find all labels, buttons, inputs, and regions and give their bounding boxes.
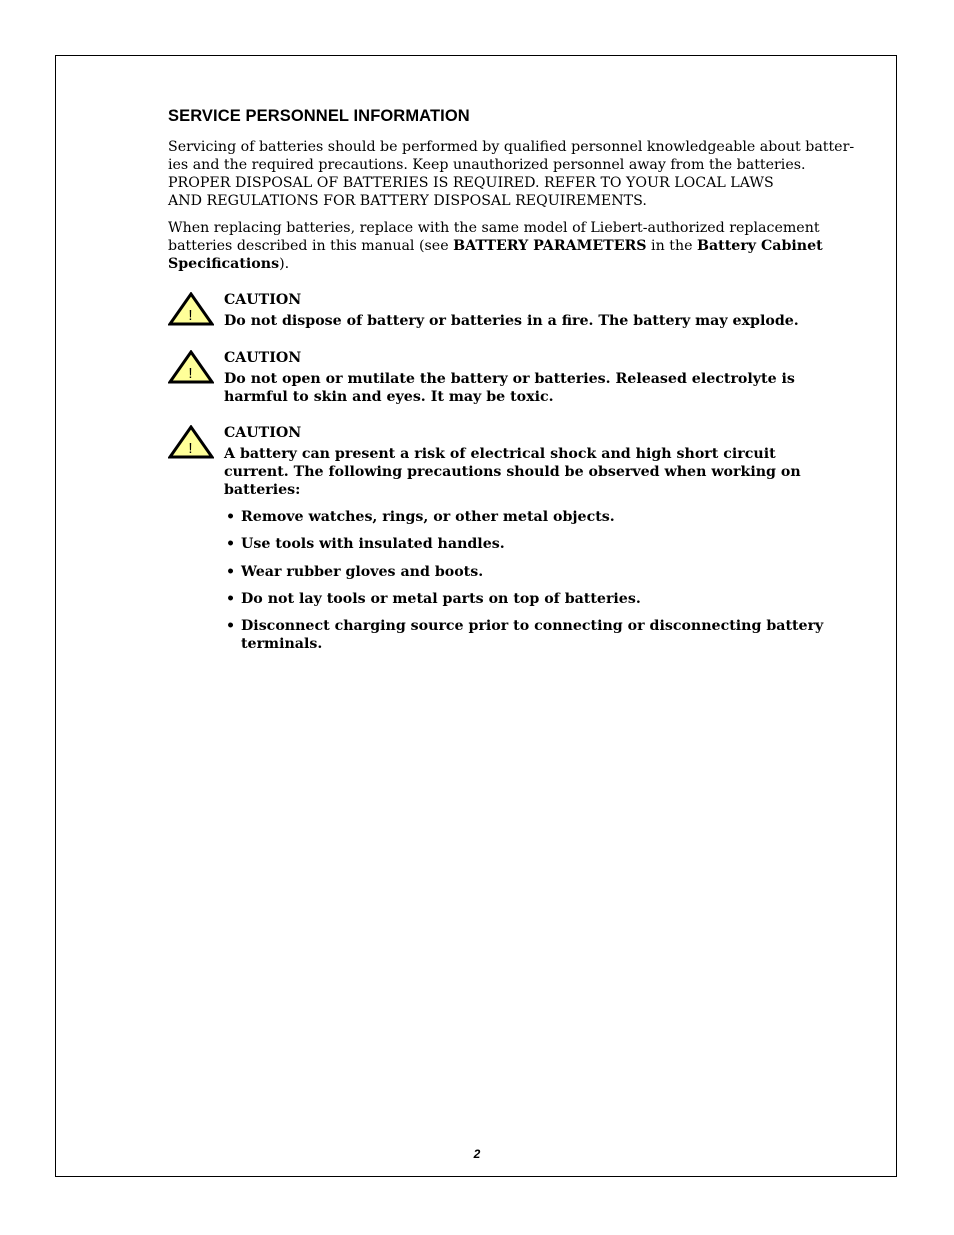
- svg-text:!: !: [188, 307, 193, 324]
- section-heading: SERVICE PERSONNEL INFORMATION: [168, 107, 470, 125]
- list-item: [225, 508, 845, 526]
- svg-text:!: !: [188, 365, 193, 382]
- caution-title: CAUTION: [224, 350, 302, 366]
- caution-body: [224, 349, 844, 406]
- caution-body: [224, 291, 844, 330]
- list-item-text: terminals.: [241, 636, 323, 653]
- paragraph-text: in the: [646, 238, 697, 254]
- list-item: [225, 535, 845, 553]
- bullet-icon: •: [226, 590, 236, 607]
- paragraph-line: [168, 237, 848, 255]
- list-item: [225, 563, 845, 581]
- list-item-text: Disconnect charging source prior to connecting or disconnecting battery: [241, 618, 824, 635]
- caution-line: harmful to skin and eyes. It may be toxic.: [224, 389, 554, 405]
- caution-line: Do not dispose of battery or batteries in a fire. The battery may explode.: [224, 313, 799, 329]
- caution-line: Do not open or mutilate the battery or batteries. Released electrolyte is: [224, 371, 795, 387]
- warning-triangle-icon: [168, 350, 214, 384]
- caution-title: CAUTION: [224, 425, 302, 441]
- bullet-icon: •: [226, 563, 236, 580]
- caution-text: [224, 445, 844, 499]
- battery-cabinet-reference: Battery Cabinet: [697, 238, 823, 254]
- list-item: [225, 617, 845, 653]
- paragraph-line: When replacing batteries, replace with the same model of Liebert-authorized replacement: [168, 220, 820, 236]
- warning-triangle-icon: [168, 425, 214, 459]
- caution-line: batteries:: [224, 482, 301, 498]
- specifications-reference: Specifications: [168, 256, 280, 272]
- bullet-icon: •: [226, 618, 236, 635]
- caution-line: A battery can present a risk of electrical shock and high short circuit: [224, 446, 776, 462]
- bullet-icon: •: [226, 509, 236, 525]
- caution-title: CAUTION: [224, 292, 302, 308]
- list-item: [225, 590, 845, 608]
- paragraph-line: PROPER DISPOSAL OF BATTERIES IS REQUIRED. REFER TO YOUR LOCAL LAWS: [168, 175, 774, 191]
- paragraph-line: ies and the required precautions. Keep unauthorized personnel away from the batteries.: [168, 157, 806, 173]
- caution-text: [224, 370, 844, 406]
- list-item-text: Remove watches, rings, or other metal objects.: [241, 509, 615, 525]
- caution-text: [224, 312, 844, 330]
- page-number: 2: [473, 1147, 481, 1161]
- paragraph-text: ).: [279, 256, 290, 272]
- battery-parameters-reference: BATTERY PARAMETERS: [453, 238, 647, 254]
- warning-triangle-icon: [168, 292, 214, 326]
- paragraph-line: AND REGULATIONS FOR BATTERY DISPOSAL REQUIREMENTS.: [168, 193, 647, 209]
- paragraph-line: [168, 255, 848, 273]
- service-paragraph: [168, 138, 855, 210]
- svg-text:!: !: [188, 440, 193, 457]
- replacement-paragraph: [168, 219, 848, 273]
- list-item-text: Do not lay tools or metal parts on top of batteries.: [241, 590, 641, 607]
- caution-body: [224, 424, 844, 499]
- list-item-text: Use tools with insulated handles.: [241, 536, 505, 553]
- paragraph-line: Servicing of batteries should be performed by qualified personnel knowledgeable about batter-: [168, 139, 855, 155]
- list-item-text: Wear rubber gloves and boots.: [241, 563, 484, 580]
- caution-line: current. The following precautions should be observed when working on: [224, 464, 801, 480]
- bullet-icon: •: [226, 536, 236, 553]
- paragraph-text: batteries described in this manual (see: [168, 238, 454, 254]
- precautions-list: [225, 508, 845, 662]
